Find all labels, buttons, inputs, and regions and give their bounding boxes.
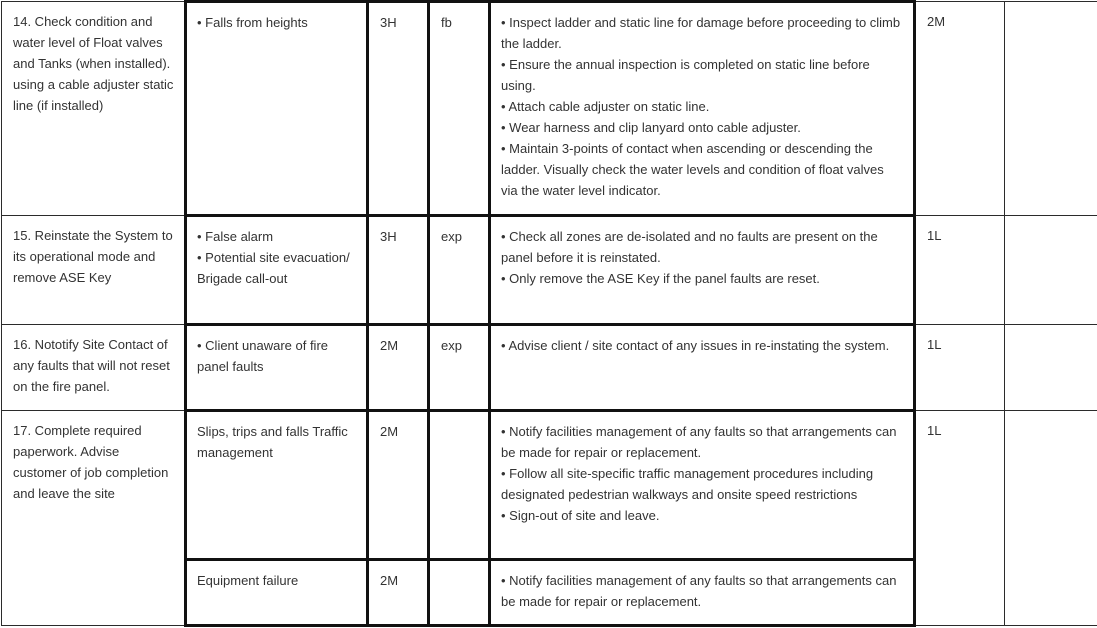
controls-cell: [490, 2, 915, 216]
hazard-item: • Client unaware of fire panel faults: [197, 338, 329, 374]
hazards-cell: [186, 216, 368, 325]
controls-cell: [490, 560, 915, 626]
hazard-code-cell: fb: [429, 2, 490, 216]
task-step-cell: 17. Complete required paperwork. Advise customer of job completion and leave the site: [2, 411, 186, 626]
extra-cell: [1005, 411, 1097, 626]
task-step-cell: 14. Check condition and water level of Float valves and Tanks (when installed). using a cable adjuster static line (if installed): [2, 2, 186, 216]
controls-cell: [490, 325, 915, 411]
risk-rating-cell: 2M: [368, 325, 429, 411]
risk-rating-cell: 3H: [368, 216, 429, 325]
hazards-cell: [186, 2, 368, 216]
control-item: • Notify facilities management of any faults so that arrangements can be made for repair or replacement.: [501, 424, 897, 460]
hazard-code-cell: exp: [429, 325, 490, 411]
control-item: • Sign-out of site and leave.: [501, 508, 660, 523]
control-item: • Check all zones are de-isolated and no faults are present on the panel before it is reinstated.: [501, 229, 878, 265]
control-item: • Ensure the annual inspection is completed on static line before using.: [501, 57, 870, 93]
hazard-code-cell: [429, 411, 490, 560]
control-item: • Inspect ladder and static line for damage before proceeding to climb the ladder.: [501, 15, 901, 51]
table-row: [2, 2, 1097, 216]
residual-risk-cell: 2M: [915, 2, 1005, 216]
residual-risk-cell: 1L: [915, 216, 1005, 325]
risk-rating-cell: 2M: [368, 560, 429, 626]
control-item: • Attach cable adjuster on static line.: [501, 99, 710, 114]
hazard-item: • Falls from heights: [197, 15, 308, 30]
extra-cell: [1005, 216, 1097, 325]
controls-cell: [490, 411, 915, 560]
hazard-item: Slips, trips and falls Traffic management: [197, 424, 348, 460]
extra-cell: [1005, 2, 1097, 216]
hazards-cell: [186, 411, 368, 560]
control-item: • Follow all site-specific traffic management procedures including designated pedestrian walkways and onsite speed restrictions: [501, 466, 874, 502]
table-row: [2, 325, 1097, 411]
hazards-cell: [186, 560, 368, 626]
risk-rating-cell: 3H: [368, 2, 429, 216]
hazard-item: • Potential site evacuation/ Brigade call-out: [197, 250, 350, 286]
residual-risk-cell: 1L: [915, 325, 1005, 411]
task-step-cell: 15. Reinstate the System to its operational mode and remove ASE Key: [2, 216, 186, 325]
task-step-cell: 16. Nototify Site Contact of any faults that will not reset on the fire panel.: [2, 325, 186, 411]
hazard-code-cell: exp: [429, 216, 490, 325]
control-item: • Advise client / site contact of any issues in re-instating the system.: [501, 338, 890, 353]
control-item: • Wear harness and clip lanyard onto cable adjuster.: [501, 120, 801, 135]
hazard-item: Equipment failure: [197, 573, 299, 588]
hazard-item: • False alarm: [197, 229, 274, 244]
table-row: [2, 216, 1097, 325]
extra-cell: [1005, 325, 1097, 411]
controls-cell: [490, 216, 915, 325]
residual-risk-cell: 1L: [915, 411, 1005, 626]
table-row: [2, 411, 1097, 560]
risk-rating-cell: 2M: [368, 411, 429, 560]
control-item: • Notify facilities management of any faults so that arrangements can be made for repair or replacement.: [501, 573, 897, 609]
hazards-cell: [186, 325, 368, 411]
hazard-code-cell: [429, 560, 490, 626]
risk-assessment-table: [1, 0, 1097, 627]
control-item: • Maintain 3-points of contact when ascending or descending the ladder. Visually check the water levels and condition of float valves via the water level indicator.: [501, 141, 884, 198]
control-item: • Only remove the ASE Key if the panel faults are reset.: [501, 271, 820, 286]
